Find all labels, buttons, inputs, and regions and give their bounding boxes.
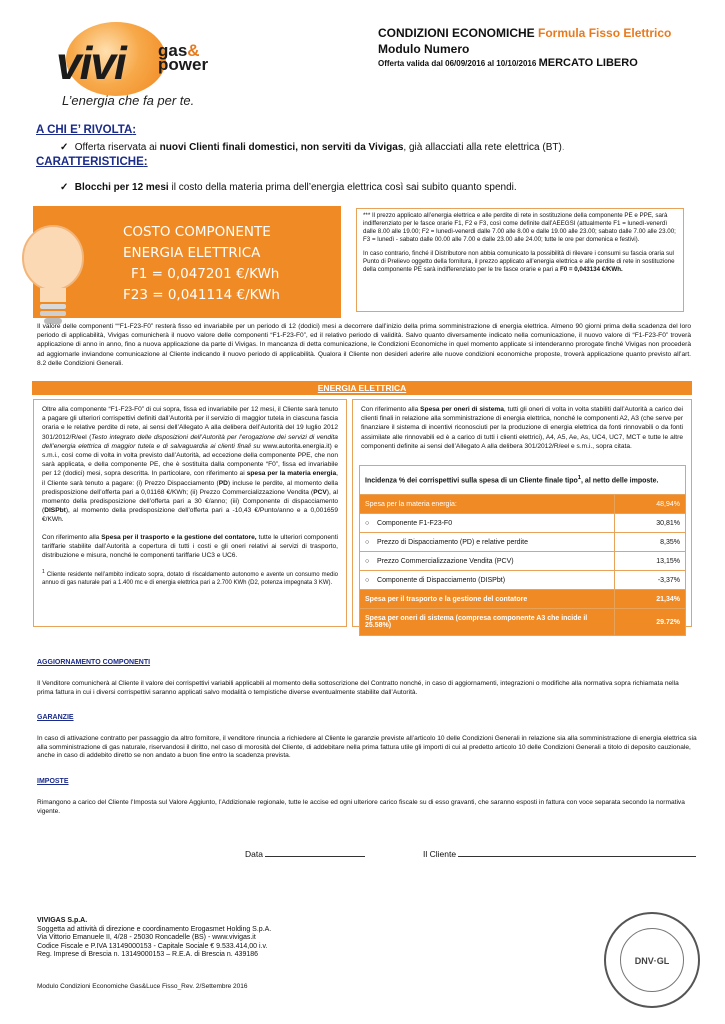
row-label: Spesa per il trasporto e la gestione del contatore (360, 590, 615, 609)
table-row (360, 495, 686, 514)
imposte-text: Rimangono a carico del Cliente l’Imposta sul Valore Aggiunto, l’Addizionale regionale, tutte le accise ed ogni ulteriore carico fiscale su di esso gravanti, che saranno esposti in fattura con voce separata secondo la normativa vigente. (37, 799, 685, 815)
fasce-note-p1: *** Il prezzo applicato all’energia elettrica e alle perdite di rete in sostituzione della componente PE e PPE, sarà indifferenziato per le fasce orarie F1, F2 e F3, così come definite dall’AEEGSI (attualmente F1 = lunedì-venerdì dalle 8.00 alle 19.00; F2 = lunedì-venerdì dalle 7.00 alle 8.00 e dalle 19.00 alle 23.00; sabato dalle 7.00 alle 23.00; F3 = lunedì - sabato dalle 00.00 alle 7.00 e dalle 23.00 alle 24.00; tutte le ore per domenica e festivi). (363, 212, 676, 243)
seal-text: DNV·GL (620, 928, 684, 992)
row-label: ○ Prezzo Commercializzazione Vendita (PCV) (360, 552, 615, 571)
table-row (360, 609, 686, 636)
table-row (360, 590, 686, 609)
check-icon: ✓ (60, 182, 69, 193)
left-column (33, 399, 347, 627)
left-col-p2: Con riferimento alla Spesa per il trasporto e la gestione del contatore, tutte le ulteriori componenti tariffarie stabilite dall’Autorità a copertura di tutti i costi e gli oneri relativi ai servizi di trasporto, distribuzione e misura, nonché le componenti tariffarie UC3 e UC6. (42, 533, 338, 560)
cost-f23: F23 = 0,041114 €/KWh (123, 287, 280, 303)
company-info (37, 917, 271, 960)
row-value: 8,35% (615, 533, 686, 552)
row-label: Spesa per la materia energia: (360, 495, 615, 514)
row-label: ○ Prezzo di Dispacciamento (PD) e relative perdite (360, 533, 615, 552)
cost-text (123, 222, 280, 306)
logo-brand: vivi (56, 37, 125, 89)
cost-line-2: ENERGIA ELETTRICA (123, 245, 261, 261)
caratteristiche-bullet: ✓ Blocchi per 12 mesi il costo della materia prima dell’energia elettrica così sai subito quanto spendi. (60, 182, 517, 193)
right-col-p1: Con riferimento alla Spesa per oneri di sistema, tutti gli oneri di volta in volta stabiliti dall’Autorità a carico dei clienti finali in relazione alla somministrazione di energia elettrica, nonché le componenti A2, A3 (che serve per finanziare il sistema di incentivi riconosciuti per la produzione di energia elettrica da fonti rinnovabili o da fonti assimilate alle rinnovabili ed è a carico di tutti i clienti elettrici), A4, A5, Ae, As, UC4, UC7, MCT e tutte le altre componenti definite ai sensi dell’Allegato A alla delibera 301/2012/R/eel e s.m.i., sopra citata. (361, 406, 683, 450)
row-value: 29.72% (615, 609, 686, 636)
a-chi-title: A CHI E’ RIVOLTA: (36, 124, 137, 136)
header-modulo: Modulo Numero (378, 42, 470, 56)
company-line: Reg. Imprese di Brescia n. 13149000153 – R.E.A. di Brescia n. 439186 (37, 951, 259, 958)
table-row (360, 514, 686, 533)
certification-seal-icon (604, 912, 700, 1008)
row-value: -3,37% (615, 571, 686, 590)
table-row (360, 533, 686, 552)
imposte-title: IMPOSTE (37, 778, 69, 785)
company-line: Codice Fiscale e P.IVA 13149000153 - Capitale Sociale € 9.533.414,00 i.v. (37, 942, 268, 950)
company-line: Soggetta ad attività di direzione e coordinamento Erogasmet Holding S.p.A. (37, 925, 272, 933)
table-row (360, 552, 686, 571)
company-name: VIVIGAS S.p.A. (37, 917, 88, 924)
company-line: Via Vittorio Emanuele II, 4/28 - 25030 Roncadelle (BS) - www.vivigas.it (37, 934, 256, 941)
cost-f1: F1 = 0,047201 €/KWh (131, 266, 280, 282)
row-value: 13,15% (615, 552, 686, 571)
aggiornamento-text: Il Venditore comunicherà al Cliente il valore dei corrispettivi variabili applicabili al momento della sottoscrizione del Contratto nonché, in caso di aggiornamenti, integrazioni o modifiche alla normativa sopra richiamata nella prima fattura in cui i diversi corrispettivi saranno applicati salvo modalità o tempistiche diverse eventualmente stabilite dall’Autorità. (37, 680, 679, 696)
client-signature-field[interactable]: Il Cliente (423, 847, 696, 859)
header-validity: Offerta valida dal 06/09/2016 al 10/10/2016 MERCATO LIBERO (378, 57, 638, 69)
cost-line-1: COSTO COMPONENTE (123, 224, 271, 240)
check-icon: ✓ (60, 142, 69, 153)
row-value: 21,34% (615, 590, 686, 609)
document-code: Modulo Condizioni Economiche Gas&Luce Fisso_Rev. 2/Settembre 2016 (37, 983, 248, 990)
date-field[interactable]: Data (245, 847, 365, 859)
logo-gas-power: gas& power (158, 41, 209, 74)
row-label: ○ Componente F1-F23-F0 (360, 514, 615, 533)
aggiornamento-title: AGGIORNAMENTO COMPONENTI (37, 659, 151, 666)
a-chi-bullet: ✓ Offerta riservata ai nuovi Clienti finali domestici, non serviti da Vivigas, già allacciati alla rete elettrica (BT). (60, 142, 565, 153)
header-title: CONDIZIONI ECONOMICHE Formula Fisso Elettrico (378, 26, 672, 40)
validity-paragraph: Il valore delle componenti ““F1-F23-F0” resterà fisso ed invariabile per un periodo di 12 (dodici) mesi a decorrere dall’inizio della prima somministrazione di energia elettrica. Almeno 90 giorni prima della scadenza del loro periodo di applicabilità, Vivigas comunicherà il nuovo valore delle componenti “F1-F23-F0”, ed il relativo periodo di validità. Salvo quanto diversamente indicato nella comunicazione, il nuovo valore di “F1-F23-F0” troverà applicazione di anno in anno, fino a nuova applicazione da parte di Vivigas. In mancanza di detta comunicazione, le Condizioni Economiche in quel momento applicate si intenderanno prorogate finché Vivigas non procederà ad aggiornarle inviandone comunicazione al Cliente indicando il nuovo periodo di applicabilità. Qualora il Cliente non desideri aderire alle nuove condizioni economiche proposte, troverà applicazione quanto previsto all’art. 8.2 delle Condizioni Generali. (37, 323, 691, 367)
left-col-p1: Oltre alla componente “F1-F23-F0” di cui sopra, fissa ed invariabile per 12 mesi, il Cliente sarà tenuto a pagare gli ulteriori corrispettivi definiti dall’Autorità per il servizio di maggior tutela in ciascuna fascia oraria e le relative perdite di rete, ai sensi dell’Allegato A alla delibera dell’Autorità del 19 luglio 2012 301/2012/R/eel (Testo integrato delle disposizioni dell’Autorità per l’erogazione dei servizi di vendita dell’energia elettrica di maggior tutela e di salvaguardia ai clienti finali su www.autorita.energia.it) e s.m.i., così come di volta in volta previsto dall’Autorità, ad eccezione della componente PPE, che non sarà applicata, e della componente PE, che è sostituita dalla componente “F0”, fissa ed invariabile per 12 (dodici) mesi, sopra descritta. In particolare, con riferimento ai spesa per la materia energia, il Cliente sarà tenuto a pagare: (i) Prezzo Dispacciamento (PD) incluse le perdite, al momento della predisposizione dell’offerta pari a 0,01168 €/KWh; (ii) Prezzo Commercializzazione Vendita (PCV), al momento della predisposizione dell’offerta pari a 30 €/anno; (iii) Componente di dispacciamento (DISPbt), al momento della predisposizione dell’offerta pari a -10,43 €/Punto/anno e a 0,001659 €/KWh. (42, 406, 339, 524)
incidence-table (359, 465, 686, 636)
fasce-note-p2: In caso contrario, finché il Distributore non abbia comunicato la possibilità di rilevare i consumi su fascia oraria sul Punto di Prelievo oggetto della fornitura, il prezzo applicato all’energia elettrica e alle perdite di rete in sostituzione della componente PE sarà indifferenziato per le tre fasce orarie e pari a F0 = 0,043134 €/KWh. (363, 250, 675, 273)
left-col-footnote: $^1$ Cliente residente nell’ambito indicato sopra, dotato di riscaldamento autonomo e avente un consumo medio annuo di gas naturale pari a 1.400 mc e di energia elettrica pari a 2.700 KWh (D2, potenza impegnata 3 KW). (42, 569, 338, 587)
row-value: 48,94% (615, 495, 686, 514)
table-row (360, 571, 686, 590)
fasce-note-box (356, 208, 684, 312)
logo-tagline: L’energia che fa per te. (62, 93, 195, 108)
lightbulb-icon (20, 222, 86, 332)
row-label: Spesa per oneri di sistema (compresa componente A3 che incide il 25.58%) (360, 609, 615, 636)
row-label: ○ Componente di Dispacciamento (DISPbt) (360, 571, 615, 590)
row-value: 30,81% (615, 514, 686, 533)
table-header: Incidenza % dei corrispettivi sulla spesa di un Cliente finale tipo$^1$, al netto delle imposte. (360, 466, 686, 495)
energy-section-bar: ENERGIA ELETTRICA (32, 381, 692, 395)
caratteristiche-title: CARATTERISTICHE: (36, 156, 148, 168)
garanzie-title: GARANZIE (37, 714, 74, 721)
garanzie-text: In caso di attivazione contratto per passaggio da altro fornitore, il venditore rinuncia a richiedere al Cliente le garanzie previste all’articolo 10 delle Condizioni Generali in relazione sia alla somministrazione di energia elettrica sia alla somministrazione di gas naturale, riservandosi il diritto, nel caso di morosità del Cliente, di addebitare nella prima fattura utile gli importi di cui al predetto articolo 10 delle Condizioni Generali a titolo di deposito cauzionale, anche in caso di addebito diretto se non andato a buon fine entro la scadenza prevista. (37, 735, 697, 760)
